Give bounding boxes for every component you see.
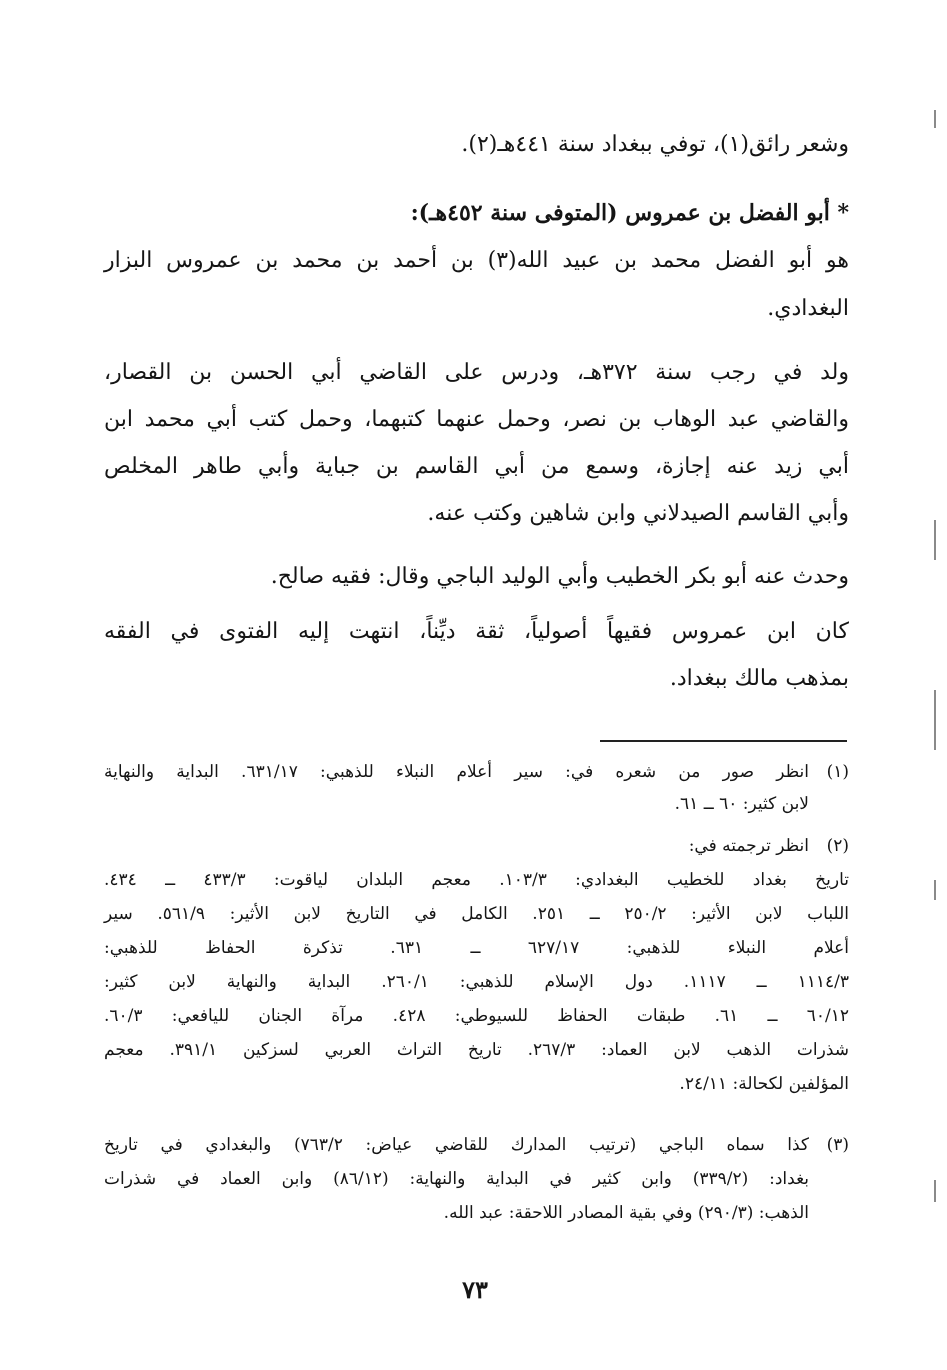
section-heading: * أبو الفضل بن عمروس (المتوفى سنة ٤٥٢هـ): — [410, 200, 849, 226]
footnote-line: انظر ترجمته في: — [688, 836, 809, 856]
body-line: كان ابن عمروس فقيهاً أصولياً، ثقة ديِّناً، انتهت إليه الفتوى في الفقه — [104, 619, 849, 644]
scan-edge-mark — [934, 880, 936, 900]
body-line: ولد في رجب سنة ٣٧٢هـ، ودرس على القاضي أبي الحسن بن القصار، — [104, 360, 849, 385]
body-line: أبي زيد عنه إجازة، وسمع من أبي القاسم بن جباية وأبي طاهر المخلص — [104, 454, 849, 479]
footnote-number: (٢) — [826, 836, 849, 856]
footnote-separator — [600, 740, 847, 742]
body-line: بمذهب مالك ببغداد. — [669, 666, 849, 691]
scan-edge-mark — [934, 110, 936, 128]
scan-edge-mark — [934, 690, 936, 750]
footnote-line: الذهب: (٢٩٠/٣) وفي بقية المصادر اللاحقة: عبد الله. — [443, 1203, 809, 1223]
footnote-number: (٣) — [826, 1135, 849, 1155]
body-line: وأبي القاسم الصيدلاني وابن شاهين وكتب عنه. — [427, 501, 849, 526]
scan-edge-mark — [934, 520, 936, 560]
footnote-line: شذرات الذهب لابن العماد: ٢٦٧/٣. تاريخ التراث العربي لسزكين ٣٩١/١. معجم — [104, 1040, 849, 1060]
footnote-line: اللباب لابن الأثير: ٢٥٠/٢ ــ ٢٥١. الكامل في التاريخ لابن الأثير: ٥٦١/٩. سير — [104, 904, 849, 924]
body-line: وشعر رائق(١)، توفي ببغداد سنة ٤٤١هـ(٢). — [461, 132, 849, 157]
footnote-number: (١) — [826, 762, 849, 782]
page-number: ٧٣ — [462, 1275, 488, 1304]
footnote-line: المؤلفين لكحالة: ٢٤/١١. — [679, 1074, 849, 1094]
footnote-line: ٦٠/١٢ ــ ٦١. طبقات الحفاظ للسيوطي: ٤٢٨. مرآة الجنان لليافعي: ٦٠/٣. — [104, 1006, 849, 1026]
body-line: والقاضي عبد الوهاب بن نصر، وحمل عنهما كتبهما، وحمل كتب أبي محمد ابن — [104, 407, 849, 432]
footnote-line: بغداد: (٣٣٩/٢) وابن كثير في البداية والنهاية: (٨٦/١٢) وابن العماد في شذرات — [104, 1169, 810, 1189]
body-line: هو أبو الفضل محمد بن عبيد الله(٣) بن أحمد بن محمد بن عمروس البزار — [104, 248, 849, 273]
footnote-line: كذا سماه الباجي (ترتيب المدارك للقاضي عياض: ٧٦٣/٢) والبغدادي في تاريخ — [104, 1135, 809, 1155]
footnote-line: أعلام النبلاء للذهبي: ٦٢٧/١٧ ــ ٦٣١. تذكرة الحفاظ للذهبي: — [104, 938, 849, 958]
footnote-line: ١١١٤/٣ ــ ١١١٧. دول الإسلام للذهبي: ٢٦٠/١. البداية والنهاية لابن كثير: — [104, 972, 849, 992]
footnote-line: انظر صور من شعره في: سير أعلام النبلاء للذهبي: ٦٣١/١٧. البداية والنهاية — [104, 762, 809, 782]
footnote-line: تاريخ بغداد للخطيب البغدادي: ١٠٣/٣. معجم البلدان لياقوت: ٤٣٣/٣ ــ ٤٣٤. — [104, 870, 849, 890]
footnote-line: لابن كثير: ٦٠ ــ ٦١. — [674, 794, 809, 814]
body-line: وحدث عنه أبو بكر الخطيب وأبي الوليد الباجي وقال: فقيه صالح. — [270, 564, 849, 589]
scan-edge-mark — [934, 1180, 936, 1202]
body-line: البغدادي. — [767, 296, 849, 321]
